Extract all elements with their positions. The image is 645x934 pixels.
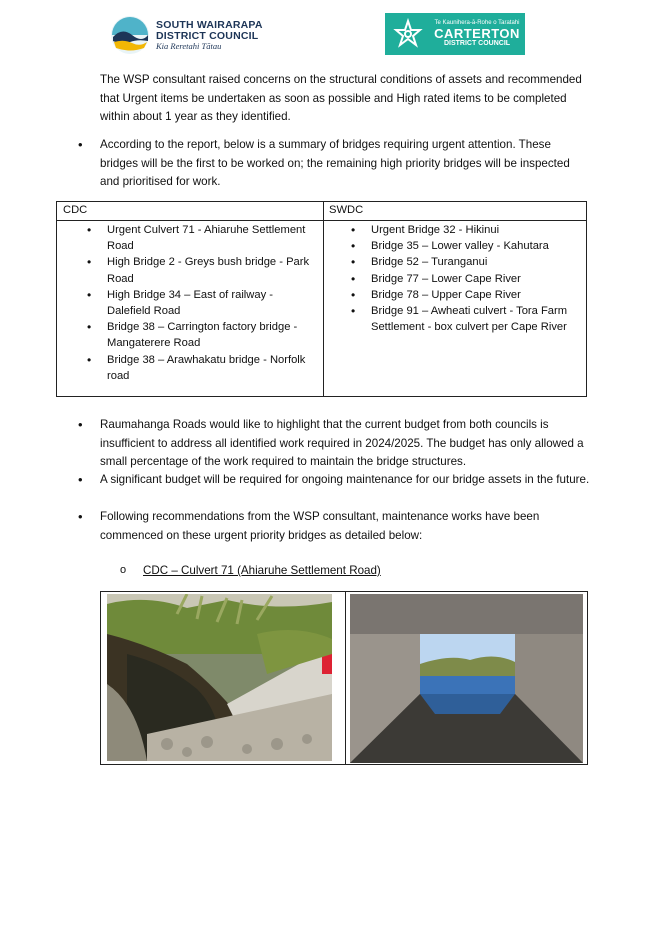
flower-emblem-icon bbox=[391, 17, 425, 51]
list-item: • Urgent Bridge 32 - Hikinui bbox=[371, 222, 581, 238]
list-item: • Bridge 35 – Lower valley - Kahutara bbox=[371, 238, 581, 254]
cdc-bridge-list bbox=[107, 222, 317, 384]
cdc-logo-council: DISTRICT COUNCIL bbox=[443, 40, 511, 48]
culvert-photo-left bbox=[107, 594, 332, 761]
swdc-logo-line1: SOUTH WAIRARAPA bbox=[156, 18, 263, 31]
swdc-emblem-icon bbox=[110, 15, 150, 55]
photo-table bbox=[100, 591, 588, 765]
list-item: • Urgent Culvert 71 - Ahiaruhe Settlement Road bbox=[107, 222, 317, 254]
cdc-logo-maori-name: Te Kaunihera-ā-Rohe o Taratahi bbox=[434, 20, 520, 27]
list-item: • Bridge 78 – Upper Cape River bbox=[371, 287, 581, 303]
swdc-logo-line2: DISTRICT COUNCIL bbox=[156, 29, 259, 42]
list-item: • Bridge 91 – Awheati culvert - Tora Farm Settlement - box culvert per Cape River bbox=[371, 303, 581, 335]
cdc-logo bbox=[385, 13, 525, 55]
swdc-logo bbox=[110, 14, 270, 56]
list-item: • Bridge 38 – Carrington factory bridge - Mangaterere Road bbox=[107, 319, 317, 351]
swdc-bridge-list bbox=[371, 222, 581, 335]
list-marker: o bbox=[120, 564, 127, 576]
budget-bullet: • Raumahanga Roads would like to highlight that the current budget from both councils is insufficient to address all identified work required in 2024/2025. The budget has only allowed a small percentage of the work required to maintain the bridge structures. bbox=[100, 416, 590, 472]
list-item: • Bridge 38 – Arawhakatu bridge - Norfolk road bbox=[107, 352, 317, 384]
swdc-logo-tagline: Kia Reretahi Tātau bbox=[156, 40, 222, 51]
culvert-photo-right bbox=[350, 594, 583, 763]
list-item: • Bridge 52 – Turanganui bbox=[371, 254, 581, 270]
table-header-swdc: SWDC bbox=[329, 204, 364, 216]
list-item: • High Bridge 34 – East of railway - Dalefield Road bbox=[107, 287, 317, 319]
table-header-cdc: CDC bbox=[63, 204, 88, 216]
maintenance-budget-bullet: • A significant budget will be required for ongoing maintenance for our bridge assets in the future. bbox=[100, 471, 590, 490]
recommendations-bullet: • Following recommendations from the WSP consultant, maintenance works have been commenced on these urgent priority bridges as detailed below: bbox=[100, 508, 590, 545]
intro-paragraph: The WSP consultant raised concerns on the structural conditions of assets and recommended that Urgent items be undertaken as soon as possible and High rated items to be completed within about 1 year as they identified. bbox=[100, 73, 582, 123]
list-item: • High Bridge 2 - Greys bush bridge - Park Road bbox=[107, 254, 317, 286]
list-item: • Bridge 77 – Lower Cape River bbox=[371, 271, 581, 287]
bridges-table bbox=[56, 201, 587, 397]
subheading-text: CDC – Culvert 71 (Ahiaruhe Settlement Road) bbox=[143, 564, 381, 577]
cdc-logo-name: CARTERTON bbox=[434, 25, 520, 41]
summary-bullet: • According to the report, below is a summary of bridges requiring urgent attention. These bridges will be the first to be worked on; the remaining high priority bridges will be inspected and prioritised for work. bbox=[100, 136, 590, 192]
